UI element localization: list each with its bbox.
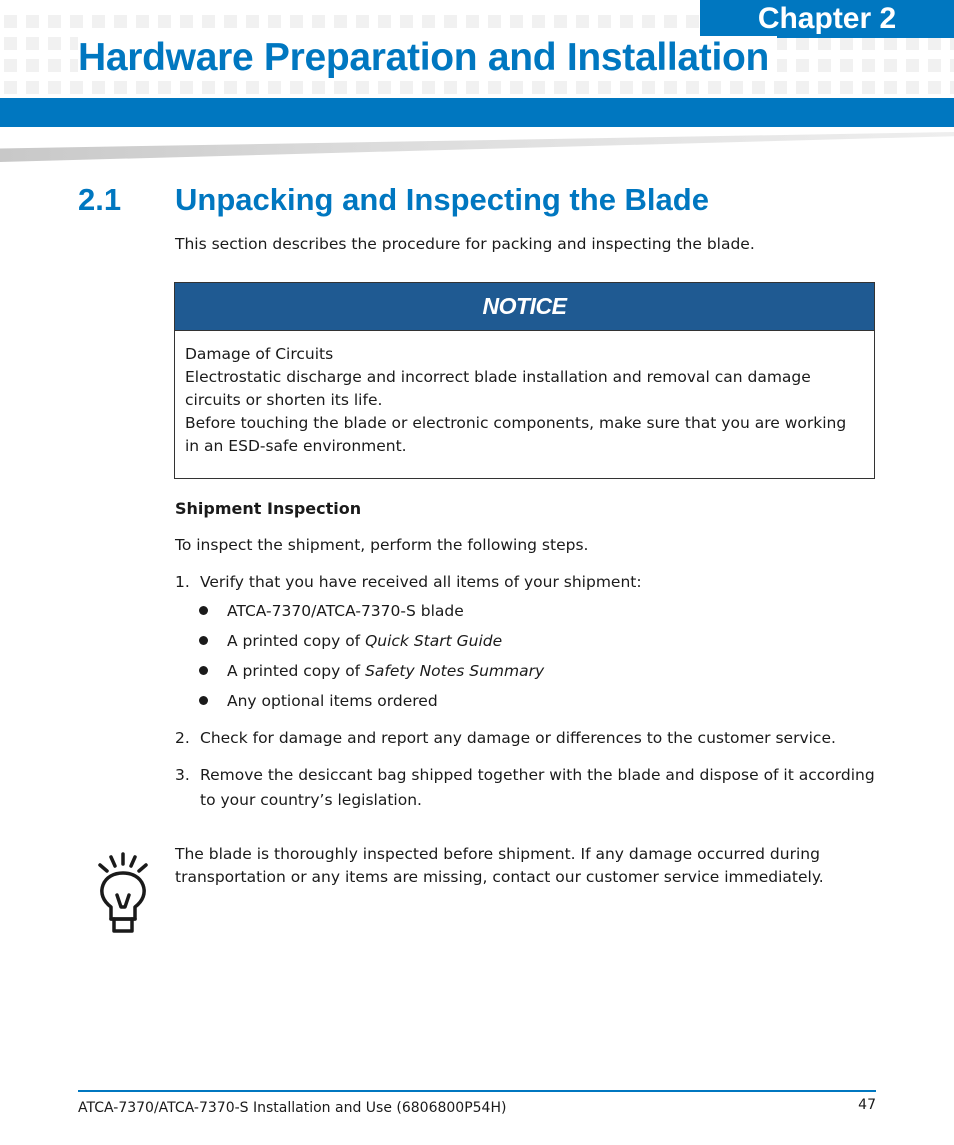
list-item-text: Any optional items ordered xyxy=(227,692,438,710)
step-number: 3. xyxy=(175,766,190,784)
chapter-title: Hardware Preparation and Installation xyxy=(78,36,777,80)
chapter-tab xyxy=(700,0,954,38)
list-item xyxy=(199,602,464,620)
section-title: Unpacking and Inspecting the Blade xyxy=(175,182,709,217)
bullet-icon xyxy=(199,696,208,705)
notice-label: NOTICE xyxy=(482,293,567,319)
chapter-label: Chapter 2 xyxy=(757,2,897,35)
bullet-icon xyxy=(199,636,208,645)
bullet-icon xyxy=(199,666,208,675)
list-item xyxy=(199,662,544,680)
shipment-heading: Shipment Inspection xyxy=(175,499,362,518)
footer-divider xyxy=(78,1090,876,1092)
lightbulb-icon xyxy=(92,851,156,935)
section-number: 2.1 xyxy=(78,182,122,217)
tip-text: The blade is thoroughly inspected before shipment. If any damage occurred during transportation or any items are missing, contact our customer service immediately. xyxy=(175,845,824,886)
notice-line: Damage of Circuits xyxy=(185,345,334,363)
footer-doc-title: ATCA-7370/ATCA-7370-S Installation and Use (6806800P54H) xyxy=(78,1100,507,1116)
list-item-text: A printed copy of xyxy=(227,632,366,650)
section-intro: This section describes the procedure for packing and inspecting the blade. xyxy=(175,235,755,253)
notice-box xyxy=(174,282,875,479)
notice-line: Before touching the blade or electronic components, make sure that you are working in an ESD-safe environment. xyxy=(185,414,847,455)
step-text: Remove the desiccant bag shipped together with the blade and dispose of it according to your country’s legislation. xyxy=(200,766,875,809)
step-item xyxy=(175,763,875,813)
step-text: Verify that you have received all items of your shipment: xyxy=(200,573,642,591)
step-number: 2. xyxy=(175,729,190,747)
notice-header xyxy=(175,283,874,331)
notice-body xyxy=(175,331,874,458)
step-item xyxy=(175,570,875,595)
list-item-italic: Quick Start Guide xyxy=(365,632,503,650)
list-item-text: ATCA-7370/ATCA-7370-S blade xyxy=(227,602,464,620)
header-gray-wedge xyxy=(0,132,954,162)
step-number: 1. xyxy=(175,573,190,591)
list-item xyxy=(199,692,438,710)
bullet-icon xyxy=(199,606,208,615)
list-item-italic: Safety Notes Summary xyxy=(365,662,545,680)
notice-line: Electrostatic discharge and incorrect blade installation and removal can damage circuits or shorten its life. xyxy=(185,368,811,409)
shipment-intro: To inspect the shipment, perform the following steps. xyxy=(175,536,589,554)
step-item xyxy=(175,726,875,751)
list-item xyxy=(199,632,502,650)
page-number: 47 xyxy=(858,1097,876,1113)
header-blue-bar xyxy=(0,98,954,127)
step-text: Check for damage and report any damage or differences to the customer service. xyxy=(200,729,836,747)
list-item-text: A printed copy of xyxy=(227,662,366,680)
